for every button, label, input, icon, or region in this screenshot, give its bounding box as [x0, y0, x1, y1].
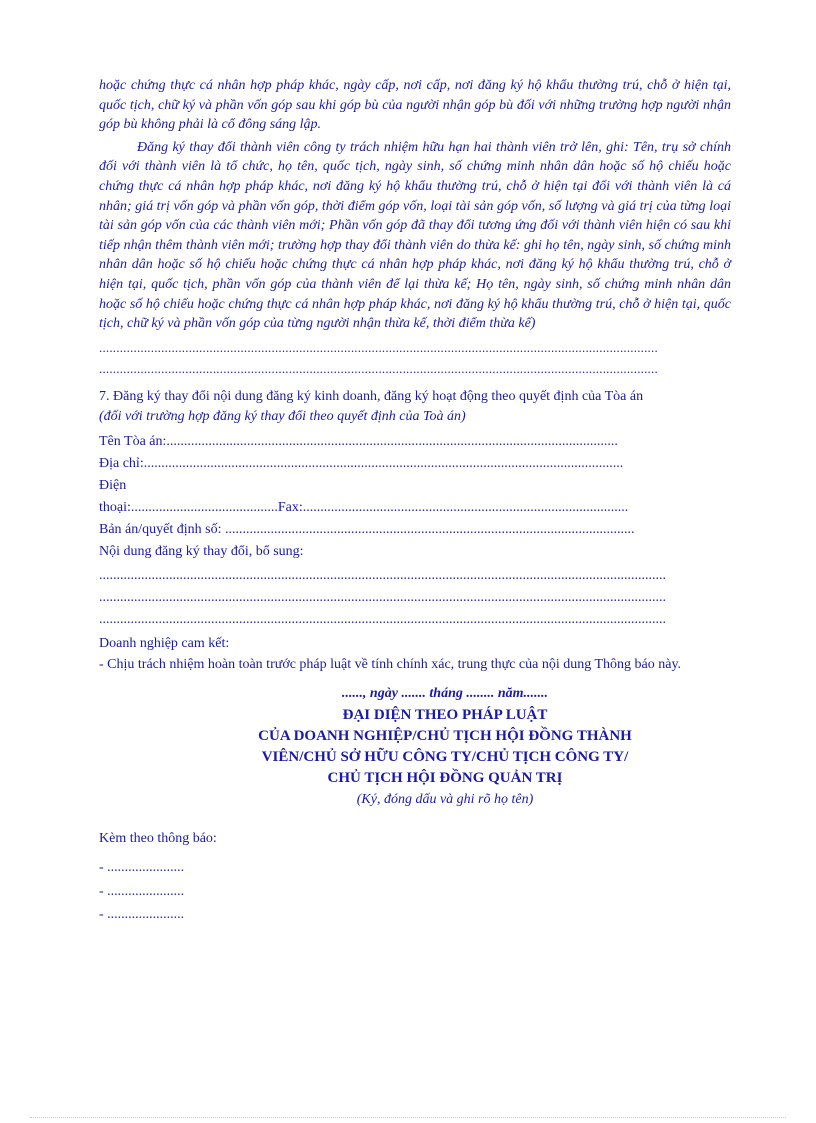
- commitment-label: Doanh nghiệp cam kết:: [99, 635, 230, 651]
- court-name-field[interactable]: Tên Tòa án:.................................................................................................................................: [99, 433, 618, 449]
- signature-title-line: ĐẠI DIỆN THEO PHÁP LUẬT: [342, 706, 548, 723]
- content-dotted-line[interactable]: ..................................................................................................................................................................: [99, 589, 666, 605]
- commitment-text: - Chịu trách nhiệm hoàn toàn trước pháp luật về tính chính xác, trung thực của nội dung Thông báo này.: [99, 656, 682, 672]
- content-label: Nội dung đăng ký thay đổi, bổ sung:: [99, 543, 304, 559]
- page-bottom-border: [30, 1117, 786, 1118]
- commitment: [99, 633, 731, 675]
- dotted-line: ..................................................................................................................................................................: [99, 339, 658, 355]
- signature-title-line: VIÊN/CHỦ SỞ HỮU CÔNG TY/CHỦ TỊCH CÔNG TY/: [261, 748, 629, 765]
- intro-paragraph-1: hoặc chứng thực cá nhân hợp pháp khác, ngày cấp, nơi cấp, nơi đăng ký hộ khẩu thường trú, chỗ ở hiện tại, quốc tịch, chữ ký và phần vốn góp sau khi góp bù của người nhận góp bù đối với những trường hợp người nhận góp bù không phải là cổ đông sáng lập.: [99, 78, 731, 133]
- signature-title-line: CỦA DOANH NGHIỆP/CHỦ TỊCH HỘI ĐỒNG THÀNH: [258, 727, 632, 744]
- intro-paragraph-2: Đăng ký thay đổi thành viên công ty trách nhiệm hữu hạn hai thành viên trở lên, ghi: Tên, trụ sở chính đối với thành viên là tổ chức, họ tên, quốc tịch, ngày sinh, số chứng minh nhân dân hoặc số hộ chiếu hoặc chứng thực cá nhân hợp pháp khác, nơi đăng ký hộ khẩu thường trú, chỗ ở hiện tại đối với thành viên là cá nhân; giá trị vốn góp và phần vốn góp, thời điểm góp vốn, loại tài sản góp vốn, số lượng và giá trị của từng loại tài sản góp vốn của các thành viên mới; Phần vốn góp đã thay đổi tương ứng đối với thành viên hiện có sau khi tiếp nhận thêm thành viên mới; trường hợp thay đổi thành viên do thừa kế: ghi họ tên, ngày sinh, số chứng minh nhân dân hoặc số hộ chiếu hoặc chứng thực cá nhân hợp pháp khác, nơi đăng ký hộ khẩu thường trú, chỗ ở hiện tại, quốc tịch, phần vốn góp của thành viên để lại thừa kế; Họ tên, ngày sinh, số chứng minh nhân dân hoặc số hộ chiếu hoặc chứng thực cá nhân hợp pháp khác, nơi đăng ký hộ khẩu thường trú, chỗ ở hiện tại, quốc tịch, chữ ký và phần vốn góp của từng người nhận thừa kế, thời điểm thừa kế): [99, 139, 731, 332]
- phone-label: Điện: [99, 477, 127, 493]
- phone-fax-field[interactable]: thoại:..........................................Fax:.............................................................................................: [99, 499, 629, 515]
- date-line: ......, ngày ....... tháng ........ năm.......: [341, 685, 549, 701]
- document-page: [99, 76, 731, 927]
- content-dotted-line[interactable]: ..................................................................................................................................................................: [99, 567, 666, 583]
- section-7-subheading: (đối với trường hợp đăng ký thay đổi theo quyết định của Toà án): [99, 408, 466, 424]
- signature-note: (Ký, đóng dấu và ghi rõ họ tên): [356, 791, 534, 807]
- attachment-item[interactable]: - ......................: [99, 860, 185, 876]
- address-field[interactable]: Địa chỉ:.........................................................................................................................................: [99, 455, 624, 471]
- section-7-heading: 7. Đăng ký thay đổi nội dung đăng ký kinh doanh, đăng ký hoạt động theo quyết định của Tòa án: [99, 388, 644, 404]
- dotted-line: ..................................................................................................................................................................: [99, 360, 658, 376]
- signature-block: [159, 683, 731, 811]
- attachment-item[interactable]: - ......................: [99, 907, 185, 923]
- content-dotted-line[interactable]: ..................................................................................................................................................................: [99, 611, 666, 627]
- attachment-item[interactable]: - ......................: [99, 883, 185, 899]
- attachments-label: Kèm theo thông báo:: [99, 830, 217, 846]
- section-7: [99, 387, 731, 631]
- attachments: [99, 827, 731, 927]
- judgment-number-field[interactable]: Bản án/quyết định số: .....................................................................................................................: [99, 521, 635, 537]
- signature-title-line: CHỦ TỊCH HỘI ĐỒNG QUẢN TRỊ: [327, 769, 563, 786]
